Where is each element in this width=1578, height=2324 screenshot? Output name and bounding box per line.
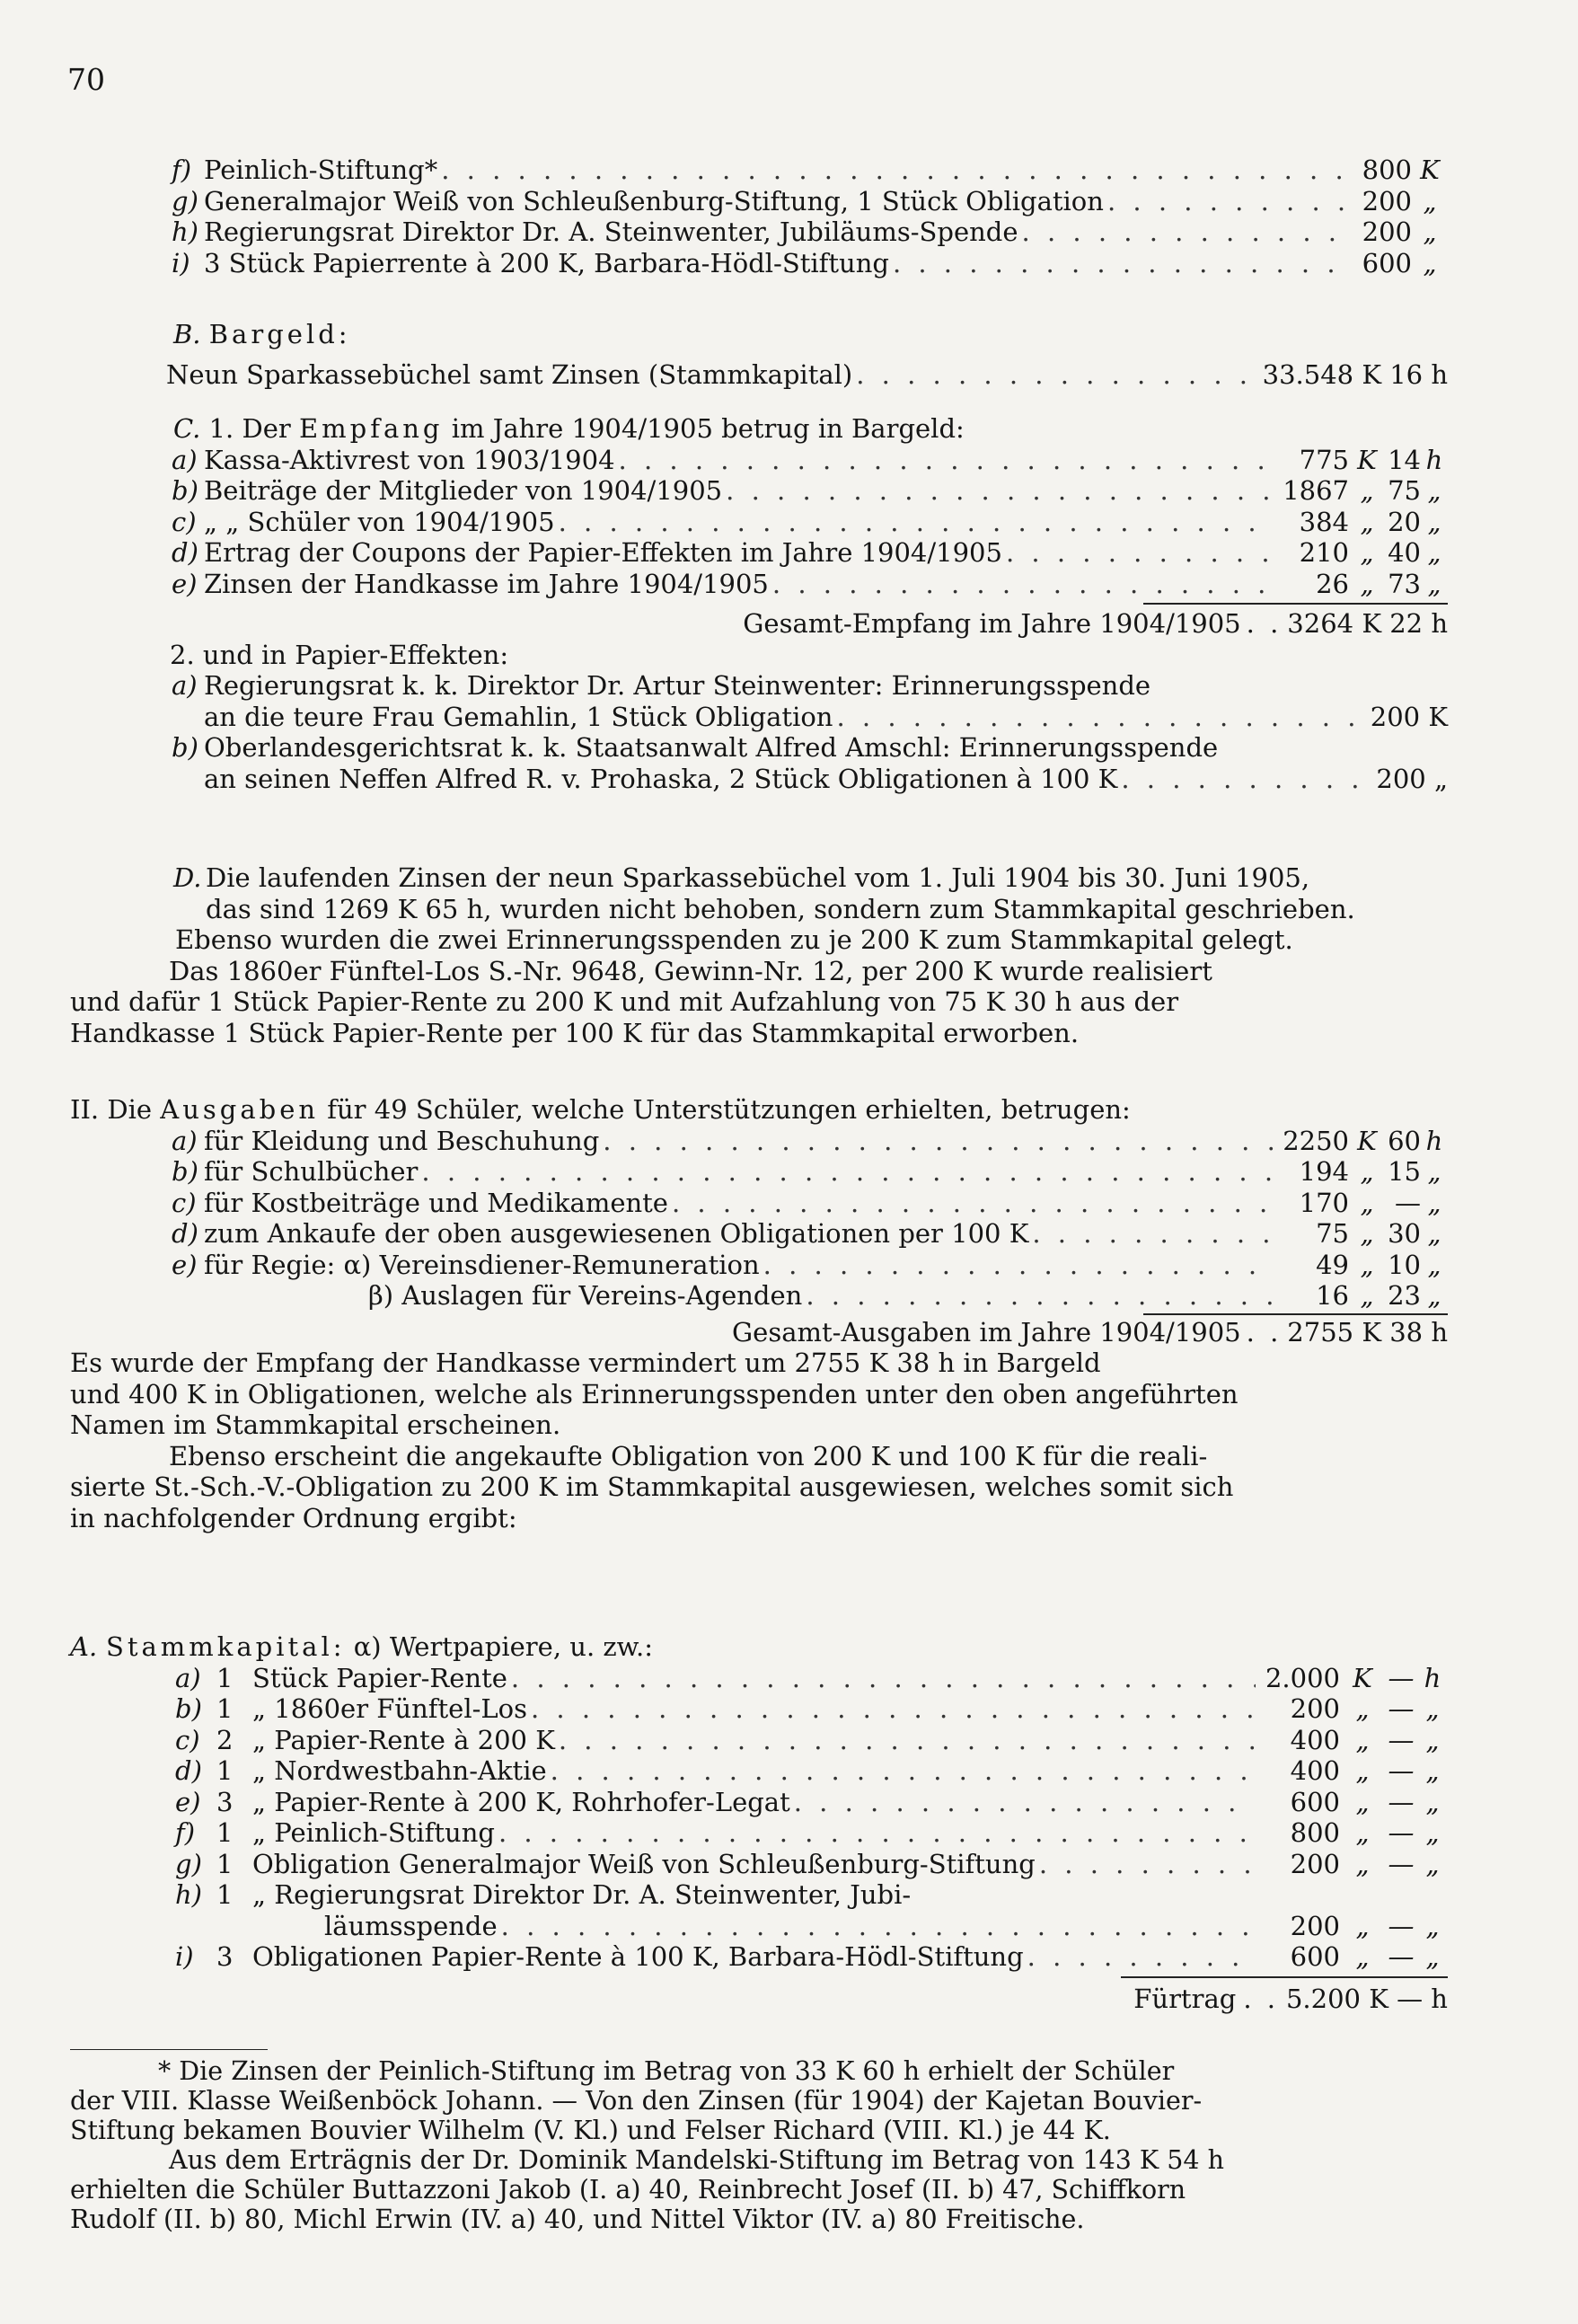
item-count: 3	[216, 1786, 234, 1817]
amount-k: 170	[1299, 1187, 1349, 1218]
papier-line1: Oberlandesgerichtsrat k. k. Staatsanwalt Alfred Amschl: Erinnerungsspende	[204, 732, 1219, 763]
unit-k: „	[1355, 1941, 1370, 1972]
item-amount: 200	[1290, 1910, 1340, 1941]
unit-k: „	[1360, 1218, 1374, 1249]
sum-rule	[1121, 1976, 1448, 1978]
ausgaben-row	[70, 1156, 1448, 1188]
unit-h: „	[1427, 1280, 1441, 1311]
leader-dots	[551, 1755, 1256, 1787]
stammkapital-row	[70, 1725, 1448, 1756]
stammkapital-row	[70, 1787, 1448, 1818]
item-text: Zinsen der Handkasse im Jahre 1904/1905	[204, 568, 769, 599]
top-item-row	[70, 248, 1448, 279]
stammkapital-row	[70, 1693, 1448, 1725]
papier-row	[70, 702, 1448, 733]
item-amount: 200	[1290, 1848, 1340, 1879]
unit-h: h	[1425, 1125, 1443, 1156]
item-amount: 600	[1290, 1786, 1340, 1817]
sum-rule	[1143, 603, 1448, 605]
item-text: „ Papier-Rente à 200 K, Rohrhofer-Legat	[252, 1786, 790, 1817]
item-text: Ertrag der Coupons der Papier-Effekten im Jahre 1904/1905	[204, 537, 1002, 568]
leader-dots	[1032, 1218, 1274, 1250]
item-label: a)	[172, 1125, 198, 1156]
amount-k: 26	[1316, 568, 1349, 599]
item-label: b)	[172, 732, 198, 763]
amount-k: 2250	[1283, 1125, 1349, 1156]
unit-dash: —	[1388, 1693, 1415, 1724]
unit-h: „	[1427, 506, 1441, 537]
leader-dots	[806, 1280, 1274, 1312]
unit-h: „	[1427, 475, 1441, 506]
footnote-line4: Aus dem Erträgnis der Dr. Dominik Mandelski-Stiftung im Betrag von 143 K 54 h	[169, 2145, 1224, 2175]
amount-k: 16	[1316, 1280, 1349, 1311]
unit-dash: —	[1388, 1786, 1415, 1817]
unit-dash: —	[1388, 1941, 1415, 1972]
leader-dots	[763, 1250, 1274, 1281]
item-unit: „	[1423, 185, 1437, 216]
ausgaben-row	[70, 1218, 1448, 1250]
footnote	[70, 2056, 1448, 2234]
unit-k: „	[1355, 1848, 1370, 1879]
unit-h: „	[1425, 1941, 1440, 1972]
unit-h: „	[1425, 1786, 1440, 1817]
item-label: d)	[175, 1755, 202, 1786]
amount-k: 1867	[1283, 475, 1349, 506]
stammkapital-row	[70, 1755, 1448, 1787]
sum-rule	[1143, 1313, 1448, 1315]
unit-h: „	[1427, 1249, 1441, 1280]
item-label: b)	[175, 1693, 202, 1724]
item-amount: 400	[1290, 1724, 1340, 1755]
unit-k: „	[1360, 1249, 1374, 1280]
unit-dash: —	[1388, 1755, 1415, 1786]
unit-dash: —	[1388, 1662, 1415, 1693]
item-amount: 800	[1362, 155, 1412, 185]
item-label: b)	[172, 475, 198, 506]
leader-dots	[1039, 1849, 1256, 1880]
item-amount: 200	[1362, 185, 1412, 216]
item-label: a)	[172, 444, 198, 475]
unit-h: „	[1427, 537, 1441, 568]
unit-k: „	[1355, 1724, 1370, 1755]
section-c-total-text: Gesamt-Empfang im Jahre 1904/1905	[743, 608, 1241, 639]
section-d-para3-line2: und dafür 1 Stück Papier-Rente zu 200 K und mit Aufzahlung von 75 K 30 h aus der	[70, 986, 1179, 1017]
item-text: „ Peinlich-Stiftung	[252, 1817, 495, 1848]
item-text: für Kleidung und Beschuhung	[204, 1125, 600, 1156]
item-text: Obligation Generalmajor Weiß von Schleußenburg-Stiftung	[252, 1848, 1036, 1879]
carry-text: Fürtrag	[1133, 1983, 1237, 2014]
amount-h: 60	[1388, 1125, 1421, 1156]
section-c-num: 1.	[208, 413, 234, 444]
leader-dots	[1121, 764, 1372, 795]
unit-h: h	[1424, 1662, 1441, 1693]
item-unit: „	[1423, 216, 1437, 247]
section-c	[70, 413, 1448, 794]
empfang-row	[70, 475, 1448, 507]
section-d-label: D.	[173, 862, 202, 893]
amount-k: 194	[1299, 1156, 1349, 1187]
section-c-total-amount: 3264 K 22 h	[1287, 608, 1448, 639]
item-text: für Schulbücher	[204, 1156, 419, 1187]
item-count: 1	[216, 1848, 234, 1879]
amount-k: 210	[1299, 537, 1349, 568]
section-c-intro-pre: Der	[242, 413, 291, 444]
leader-dots	[531, 1693, 1256, 1725]
item-unit: K	[1420, 155, 1440, 185]
amount-k: 75	[1316, 1218, 1349, 1249]
item-amount: 200	[1290, 1693, 1340, 1724]
empfang-row	[70, 507, 1448, 538]
unit-h: „	[1425, 1848, 1440, 1879]
papier-line2: an die teure Frau Gemahlin, 1 Stück Obligation	[204, 701, 833, 732]
item-text: Obligationen Papier-Rente à 100 K, Barbara-Hödl-Stiftung	[252, 1941, 1024, 1972]
papier-row	[70, 764, 1448, 795]
section-ii-para2-line3: in nachfolgender Ordnung ergibt:	[70, 1502, 517, 1533]
leader-dots	[619, 445, 1274, 476]
item-label: a)	[175, 1662, 201, 1693]
item-text: Beiträge der Mitglieder von 1904/1905	[204, 475, 723, 506]
section-ii-total-text: Gesamt-Ausgaben im Jahre 1904/1905	[732, 1316, 1241, 1348]
leader-dots	[672, 1188, 1274, 1219]
unit-h: „	[1427, 1156, 1441, 1187]
section-d-para3-line1: Das 1860er Fünftel-Los S.-Nr. 9648, Gewinn-Nr. 12, per 200 K wurde realisiert	[169, 955, 1212, 986]
item-text: Regierungsrat Direktor Dr. A. Steinwenter, Jubiläums-Spende	[204, 216, 1018, 247]
item-h-line1: „ Regierungsrat Direktor Dr. A. Steinwenter, Jubi-	[252, 1879, 912, 1910]
item-text: β) Auslagen für Vereins-Agenden	[368, 1280, 803, 1311]
unit-k: „	[1360, 1156, 1374, 1187]
ausgaben-row	[70, 1126, 1448, 1157]
item-count: 1	[216, 1755, 234, 1786]
unit-k: K	[1357, 1125, 1377, 1156]
item-label: g)	[172, 185, 198, 216]
leader-dots	[421, 1156, 1274, 1188]
papier-heading: 2. und in Papier-Effekten:	[170, 639, 509, 670]
leader-dots	[511, 1663, 1256, 1694]
unit-h: „	[1425, 1910, 1440, 1941]
unit-k: „	[1360, 1280, 1374, 1311]
item-label: c)	[172, 506, 197, 537]
leader-dots	[856, 359, 1258, 391]
section-ii-label: II.	[70, 1094, 100, 1125]
section-ii-intro-pre: Die	[107, 1094, 153, 1125]
footnote-rule	[70, 2049, 268, 2050]
unit-k: „	[1355, 1693, 1370, 1724]
amount-h: 15	[1388, 1156, 1421, 1187]
amount-h: 20	[1388, 506, 1421, 537]
unit-dash: —	[1388, 1910, 1415, 1941]
stammkapital-row	[70, 1849, 1448, 1880]
unit-h: „	[1427, 1218, 1441, 1249]
section-c-intro-spaced: Empfang	[298, 413, 444, 444]
item-label: f)	[175, 1817, 196, 1848]
footnote-line1: * Die Zinsen der Peinlich-Stiftung im Betrag von 33 K 60 h erhielt der Schüler	[158, 2056, 1175, 2086]
amount-h: 10	[1388, 1249, 1421, 1280]
section-b-amount: 33.548 K 16 h	[1262, 358, 1448, 390]
unit-k: „	[1355, 1817, 1370, 1848]
item-text: Stück Papier-Rente	[252, 1662, 507, 1693]
leader-dots: . .	[1246, 608, 1283, 639]
footnote-line5: erhielten die Schüler Buttazzoni Jakob (I. a) 40, Reinbrecht Josef (II. b) 47, Schiffkorn	[70, 2175, 1186, 2205]
leader-dots	[559, 507, 1274, 538]
section-ii-intro-post: für 49 Schüler, welche Unterstützungen erhielten, betrugen:	[327, 1094, 1131, 1125]
top-item-row	[70, 216, 1448, 248]
leader-dots	[836, 702, 1366, 733]
leader-dots: . .	[1243, 1983, 1279, 2014]
leader-dots	[1022, 216, 1345, 248]
item-label: i)	[172, 247, 190, 278]
unit-k: „	[1355, 1755, 1370, 1786]
amount-k: 49	[1316, 1249, 1349, 1280]
item-label: g)	[175, 1848, 202, 1879]
item-label: c)	[172, 1187, 197, 1218]
section-ii-para2-line2: sierte St.-Sch.-V.-Obligation zu 200 K im Stammkapital ausgewiesen, welches somit sich	[70, 1471, 1234, 1502]
item-amount: 2.000	[1265, 1662, 1340, 1693]
unit-h: „	[1425, 1817, 1440, 1848]
section-ii-para2-line1: Ebenso erscheint die angekaufte Obligation von 200 K und 100 K für die reali-	[169, 1440, 1208, 1471]
leader-dots: . .	[1246, 1316, 1283, 1348]
item-label: e)	[172, 568, 198, 599]
papier-line2: an seinen Neffen Alfred R. v. Prohaska, 2 Stück Obligationen à 100 K	[204, 763, 1118, 794]
ausgaben-row	[70, 1188, 1448, 1219]
amount-h: 14	[1388, 444, 1421, 475]
top-item-row	[70, 155, 1448, 186]
item-count: 1	[216, 1879, 234, 1910]
item-text: „ 1860er Fünftel-Los	[252, 1693, 527, 1724]
leader-dots	[1006, 537, 1274, 569]
item-text: Peinlich-Stiftung*	[204, 155, 438, 185]
amount-h: 30	[1388, 1218, 1421, 1249]
section-b-text: Neun Sparkassebüchel samt Zinsen (Stammkapital)	[166, 358, 853, 390]
section-b	[70, 319, 1448, 390]
unit-dash: —	[1388, 1724, 1415, 1755]
unit-k: „	[1360, 475, 1374, 506]
section-d-para3-line3: Handkasse 1 Stück Papier-Rente per 100 K für das Stammkapital erworben.	[70, 1017, 1080, 1048]
leader-dots	[726, 475, 1274, 507]
item-text: „ „ Schüler von 1904/1905	[204, 506, 555, 537]
unit-k: „	[1360, 568, 1374, 599]
unit-k: K	[1353, 1662, 1372, 1693]
item-text: Generalmajor Weiß von Schleußenburg-Stiftung, 1 Stück Obligation	[204, 185, 1104, 216]
unit-k: K	[1357, 444, 1377, 475]
leader-dots	[498, 1817, 1256, 1849]
item-label: d)	[172, 537, 198, 568]
item-label: e)	[175, 1786, 201, 1817]
unit-k: „	[1360, 506, 1374, 537]
ausgaben-row	[70, 1250, 1448, 1281]
papier-line1: Regierungsrat k. k. Direktor Dr. Artur Steinwenter: Erinnerungsspende	[204, 670, 1151, 701]
papier-row	[70, 732, 1448, 764]
stammkapital-subtitle: α) Wertpapiere, u. zw.:	[353, 1631, 654, 1662]
item-label: c)	[175, 1724, 200, 1755]
item-count: 2	[216, 1724, 234, 1755]
item-count: 3	[216, 1941, 234, 1972]
stammkapital-row	[70, 1817, 1448, 1849]
empfang-row	[70, 569, 1448, 600]
item-h-line2: läumsspende	[324, 1910, 498, 1941]
item-count: 1	[216, 1662, 234, 1693]
unit-k: „	[1360, 1187, 1374, 1218]
amount-k: 775	[1299, 444, 1349, 475]
item-label: h)	[175, 1879, 202, 1910]
section-c-intro-post: im Jahre 1904/1905 betrug in Bargeld:	[451, 413, 965, 444]
section-ii-para1-line3: Namen im Stammkapital erscheinen.	[70, 1409, 561, 1440]
page-number: 70	[67, 62, 105, 97]
unit-h: „	[1425, 1755, 1440, 1786]
item-unit: „	[1423, 247, 1437, 278]
leader-dots	[501, 1911, 1256, 1942]
leader-dots	[559, 1725, 1256, 1756]
item-label: d)	[172, 1218, 198, 1249]
footnote-line6: Rudolf (II. b) 80, Michl Erwin (IV. a) 40, und Nittel Viktor (IV. a) 80 Freitische.	[70, 2205, 1085, 2234]
stammkapital-section	[70, 1631, 1448, 2014]
amount-h: 75	[1388, 475, 1421, 506]
item-text: zum Ankaufe der oben ausgewiesenen Obligationen per 100 K	[204, 1218, 1029, 1249]
ausgaben-row	[70, 1280, 1448, 1312]
top-item-row	[70, 186, 1448, 217]
empfang-row	[70, 537, 1448, 569]
item-amount: 400	[1290, 1755, 1340, 1786]
item-amount: 600	[1290, 1941, 1340, 1972]
section-d-para1-line1: Die laufenden Zinsen der neun Sparkassebüchel vom 1. Juli 1904 bis 30. Juni 1905,	[206, 862, 1310, 893]
item-label: f)	[172, 155, 192, 185]
item-text: für Kostbeiträge und Medikamente	[204, 1187, 668, 1218]
amount-h: 23	[1388, 1280, 1421, 1311]
leader-dots	[1027, 1941, 1256, 1973]
item-label: i)	[175, 1941, 194, 1972]
item-count: 1	[216, 1693, 234, 1724]
item-amount: 200	[1362, 216, 1412, 247]
papier-amount: 200 K	[1370, 701, 1448, 732]
item-label: b)	[172, 1156, 198, 1187]
section-ii-para1-line1: Es wurde der Empfang der Handkasse vermindert um 2755 K 38 h in Bargeld	[70, 1348, 1101, 1378]
unit-h: „	[1425, 1693, 1440, 1724]
unit-h: „	[1427, 568, 1441, 599]
item-amount: 800	[1290, 1817, 1340, 1848]
stammkapital-row	[70, 1663, 1448, 1694]
unit-dash: —	[1388, 1817, 1415, 1848]
section-d	[70, 862, 1448, 1048]
amount-h: 73	[1388, 568, 1421, 599]
top-items-list	[70, 155, 1448, 278]
leader-dots	[603, 1126, 1274, 1157]
unit-h: h	[1425, 444, 1443, 475]
item-text: für Regie: α) Vereinsdiener-Remuneration	[204, 1249, 760, 1280]
leader-dots	[893, 248, 1345, 279]
item-count: 1	[216, 1817, 234, 1848]
stammkapital-label: A.	[70, 1631, 98, 1662]
leader-dots	[441, 155, 1345, 186]
section-d-para2: Ebenso wurden die zwei Erinnerungsspenden zu je 200 K zum Stammkapital gelegt.	[175, 924, 1293, 955]
section-b-label: B.	[173, 319, 201, 349]
unit-k: „	[1360, 537, 1374, 568]
unit-h: „	[1425, 1724, 1440, 1755]
unit-dash: —	[1388, 1848, 1415, 1879]
item-label: a)	[172, 670, 198, 701]
section-c-label: C.	[173, 413, 201, 444]
section-ii-para1-line2: und 400 K in Obligationen, welche als Erinnerungsspenden unter den oben angeführten	[70, 1378, 1239, 1409]
section-b-title: Bargeld:	[208, 319, 351, 349]
amount-h: —	[1395, 1187, 1421, 1218]
item-label: e)	[172, 1249, 198, 1280]
leader-dots	[772, 569, 1274, 600]
section-ii-total-amount: 2755 K 38 h	[1287, 1316, 1448, 1348]
section-ii-intro-spaced: Ausgaben	[160, 1094, 320, 1125]
section-ii	[70, 1094, 1448, 1533]
unit-k: „	[1355, 1786, 1370, 1817]
item-amount: 600	[1362, 247, 1412, 278]
papier-amount: 200 „	[1376, 763, 1448, 794]
item-text: „ Papier-Rente à 200 K	[252, 1724, 555, 1755]
leader-dots	[794, 1787, 1256, 1818]
section-d-para1-line2: das sind 1269 K 65 h, wurden nicht behoben, sondern zum Stammkapital geschrieben.	[206, 893, 1355, 924]
item-text: Kassa-Aktivrest von 1903/1904	[204, 444, 615, 475]
unit-h: „	[1427, 1187, 1441, 1218]
papier-row	[70, 670, 1448, 702]
item-text: 3 Stück Papierrente à 200 K, Barbara-Hödl-Stiftung	[204, 247, 889, 278]
footnote-line2: der VIII. Klasse Weißenböck Johann. — Von den Zinsen (für 1904) der Kajetan Bouvier-	[70, 2086, 1203, 2116]
amount-h: 40	[1388, 537, 1421, 568]
carry-amount: 5.200 K — h	[1285, 1983, 1448, 2014]
item-text: „ Nordwestbahn-Aktie	[252, 1755, 547, 1786]
amount-k: 384	[1299, 506, 1349, 537]
footnote-line3: Stiftung bekamen Bouvier Wilhelm (V. Kl.) und Felser Richard (VIII. Kl.) je 44 K.	[70, 2116, 1111, 2145]
stammkapital-title: Stammkapital:	[106, 1631, 346, 1662]
leader-dots	[1107, 186, 1345, 217]
item-label: h)	[172, 216, 198, 247]
unit-k: „	[1355, 1910, 1370, 1941]
empfang-row	[70, 445, 1448, 476]
